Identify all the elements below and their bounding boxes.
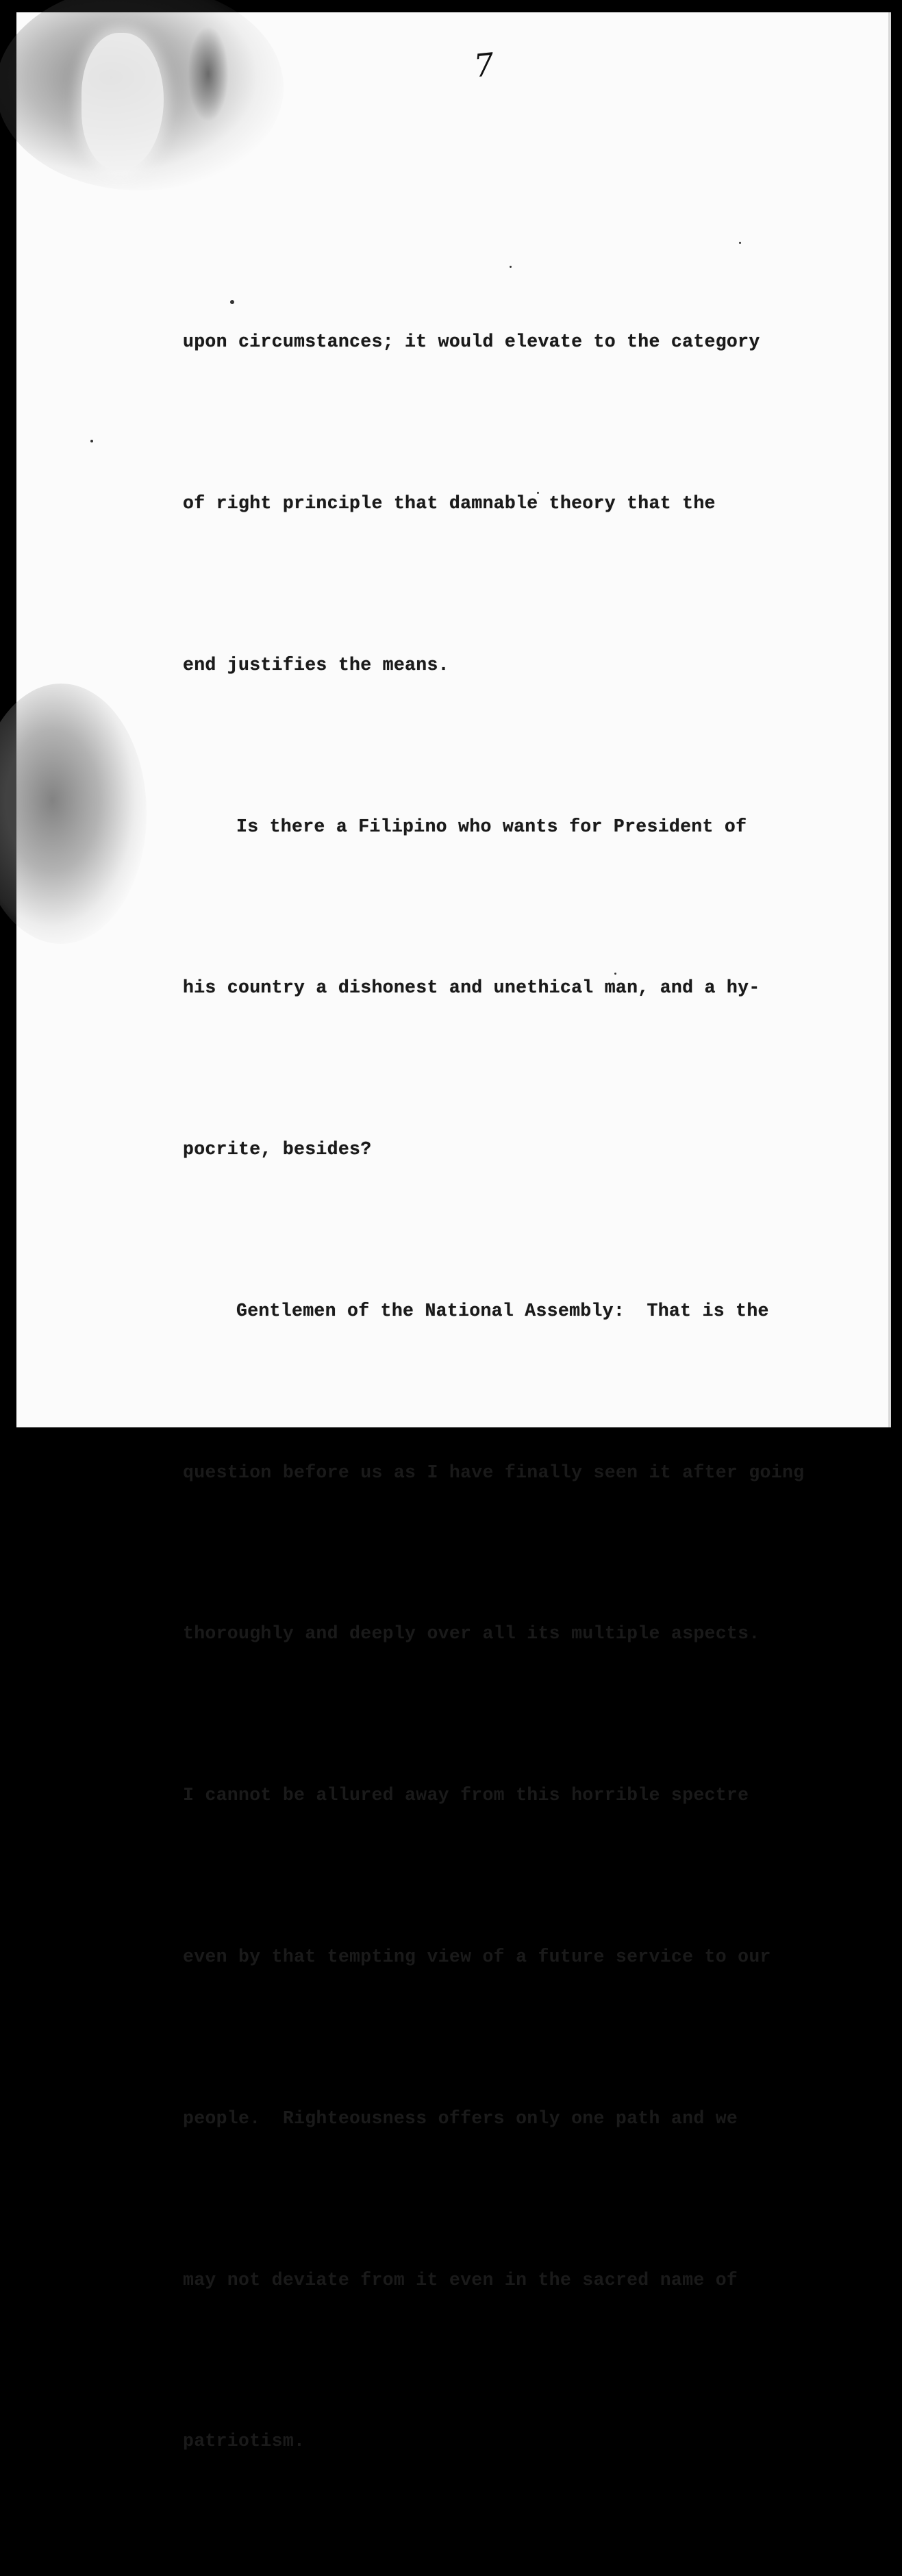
body-text [183, 208, 840, 2576]
text-line: patriotism. [183, 2431, 305, 2452]
text-line: his country a dishonest and unethical man, and a hy- [183, 977, 760, 999]
page-number: 7 [472, 45, 497, 85]
ink-stain-drip [188, 26, 229, 122]
text-line: end justifies the means. [183, 654, 449, 675]
text-line: upon circumstances; it would elevate to the category [183, 332, 760, 353]
text-line: even by that tempting view of a future service to our [183, 1947, 771, 1967]
text-line: pocrite, besides? [183, 1139, 372, 1160]
ink-stain-left [0, 684, 147, 944]
text-line: thoroughly and deeply over all its multiple aspects. [183, 1623, 760, 1645]
text-line: question before us as I have finally seen it after going [183, 1462, 805, 1483]
text-line: may not deviate from it even in the sacred name of [183, 2269, 738, 2290]
text-line: of right principle that damnable theory that the [183, 492, 716, 514]
speckle [90, 440, 93, 442]
paragraph-start-line: Is there a Filipino who wants for President of [236, 816, 747, 837]
text-line: people. Righteousness offers only one path and we [183, 2108, 738, 2129]
text-line: I cannot be allured away from this horrible spectre [183, 1785, 749, 1806]
page-edge [888, 12, 891, 1427]
document-page [16, 12, 891, 2452]
paragraph-start-line: Gentlemen of the National Assembly: That is the [236, 1300, 769, 1321]
